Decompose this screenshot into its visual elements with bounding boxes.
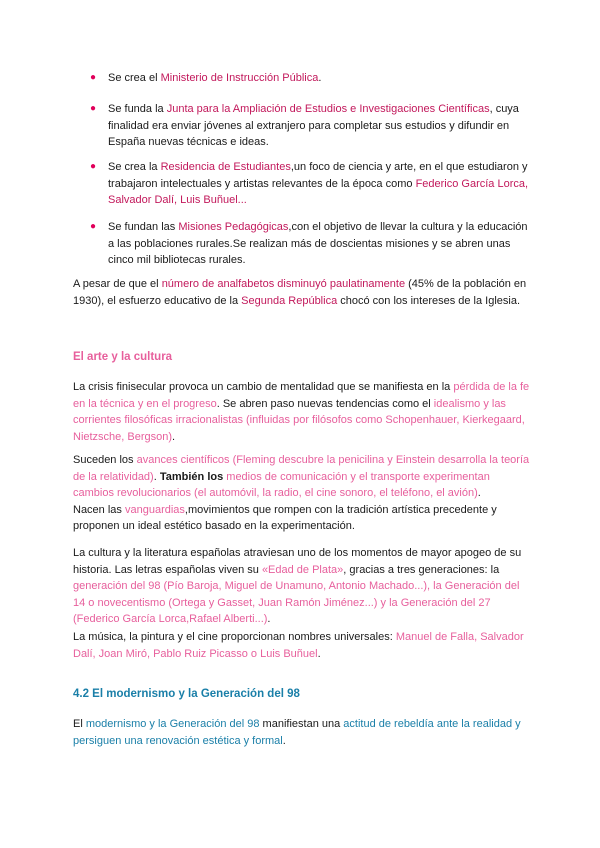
highlight-term: Manuel de Falla, Salvador Dalí, Joan Miró, Pablo Ruiz Picasso o Luis Buñuel (73, 631, 524, 660)
bullet-text (108, 70, 530, 87)
bullet-text-part: ,con el objetivo de llevar la cultura y la educación a las poblaciones rurales.Se realizan más de doscientas misiones y se abren unas cinco mil bibliotecas rurales. (108, 221, 528, 266)
text-run: . (267, 613, 271, 625)
text-run: manifiestan una (259, 718, 344, 730)
bullet-item (90, 219, 530, 269)
text-run: , gracias a tres generaciones: la (343, 563, 500, 576)
bullet-item (90, 70, 530, 87)
highlight-term: número de analfabetos disminuyó paulatinamente (161, 278, 406, 290)
paragraph (73, 545, 533, 628)
highlight-term: pérdida de la fe en la técnica y en el progreso (73, 381, 530, 410)
bullet-text-part: Se fundan las (108, 221, 179, 233)
paragraph (73, 379, 533, 445)
bold-text: También los (159, 470, 224, 483)
bullet-text (108, 101, 530, 151)
paragraph (73, 716, 533, 749)
text-run: . (317, 647, 321, 660)
highlight-term: Residencia de Estudiantes (160, 161, 291, 173)
highlight-term: Federico García Lorca, Salvador Dalí, Luis Buñuel... (108, 177, 529, 206)
section-heading: El arte y la cultura (73, 351, 173, 363)
literacy-paragraph (73, 276, 533, 309)
bullet-text-part: Se crea el (108, 72, 161, 84)
highlight-term: Junta para la Ampliación de Estudios e Investigaciones Científicas (166, 103, 490, 115)
highlight-term: generación del 98 (Pío Baroja, Miguel de Unamuno, Antonio Machado...), la Generación del 14 o novecentismo (Ortega y Gasset, Juan Ramón Jiménez...) y la Generación del 27 (Federico García Lorca,Rafael Alberti...) (73, 580, 520, 625)
bullet-text-part: , cuya finalidad era enviar jóvenes al extranjero para completar sus estudios y difundir en España nuevas técnicas e ideas. (108, 103, 519, 148)
bullet-item (90, 159, 530, 209)
paragraph (73, 452, 533, 535)
text-run: La cultura y la literatura españolas atraviesan uno de los momentos de mayor apogeo de su historia. Las letras españolas viven su (73, 547, 522, 576)
text-run: . (172, 430, 176, 443)
bullet-dot-icon: ● (90, 103, 97, 114)
highlight-term: medios de comunicación y el transporte experimentan cambios revolucionarios (el automóvil, la radio, el cine sonoro, el teléfono, el avión) (73, 470, 490, 499)
highlight-term: avances científicos (Fleming descubre la penicilina y Einstein desarrolla la teoría de la relatividad) (73, 454, 530, 483)
text-run: La crisis finisecular provoca un cambio de mentalidad que se manifiesta en la (73, 381, 454, 393)
bullet-text-part: ,un foco de ciencia y arte, en el que estudiaron y trabajaron intelectuales y artistas relevantes de la época como (108, 161, 528, 190)
text-run: . Se abren paso nuevas tendencias como el (216, 397, 434, 410)
bullet-text (108, 219, 530, 269)
text-run: chocó con los intereses de la Iglesia. (337, 294, 521, 307)
bullet-text-part: Se funda la (108, 103, 167, 115)
bullet-item (90, 101, 530, 151)
text-run: Nacen las (73, 503, 125, 516)
text-run: ,movimientos que rompen con la tradición artística precedente y proponen un ideal estético basado en la experimentación. (73, 503, 497, 532)
bullet-dot-icon: ● (90, 161, 97, 172)
text-run: . (153, 470, 160, 483)
highlight-term: actitud de rebeldía ante la realidad y persiguen una renovación estética y formal (73, 718, 521, 747)
highlight-term: modernismo y la Generación del 98 (85, 718, 260, 730)
bullet-dot-icon: ● (90, 72, 97, 83)
paragraph (73, 629, 533, 662)
text-run: A pesar de que el (73, 278, 162, 290)
text-run: El (73, 718, 86, 730)
section-heading: 4.2 El modernismo y la Generación del 98 (73, 688, 300, 700)
highlight-term: Misiones Pedagógicas (178, 221, 289, 233)
highlight-term: Ministerio de Instrucción Pública (160, 72, 319, 84)
text-run: La música, la pintura y el cine proporcionan nombres universales: (73, 631, 396, 643)
highlight-term: vanguardias (124, 503, 185, 516)
text-run: Suceden los (73, 454, 137, 466)
bullet-text (108, 159, 530, 209)
bullet-text-part: . (318, 72, 322, 84)
bullet-text-part: Se crea la (108, 161, 161, 173)
text-run: (45% de la población en 1930), el esfuerzo educativo de la (73, 278, 527, 307)
highlight-term: idealismo y las corrientes filosóficas irracionalistas (influidas por filósofos como Schopenhauer, Kierkegaard, Nietzsche, Bergson) (73, 397, 525, 443)
text-run: . (477, 487, 481, 499)
highlight-term: «Edad de Plata» (261, 563, 344, 576)
highlight-term: Segunda República (241, 294, 338, 307)
text-run: . (282, 734, 286, 747)
bullet-dot-icon: ● (90, 221, 97, 232)
